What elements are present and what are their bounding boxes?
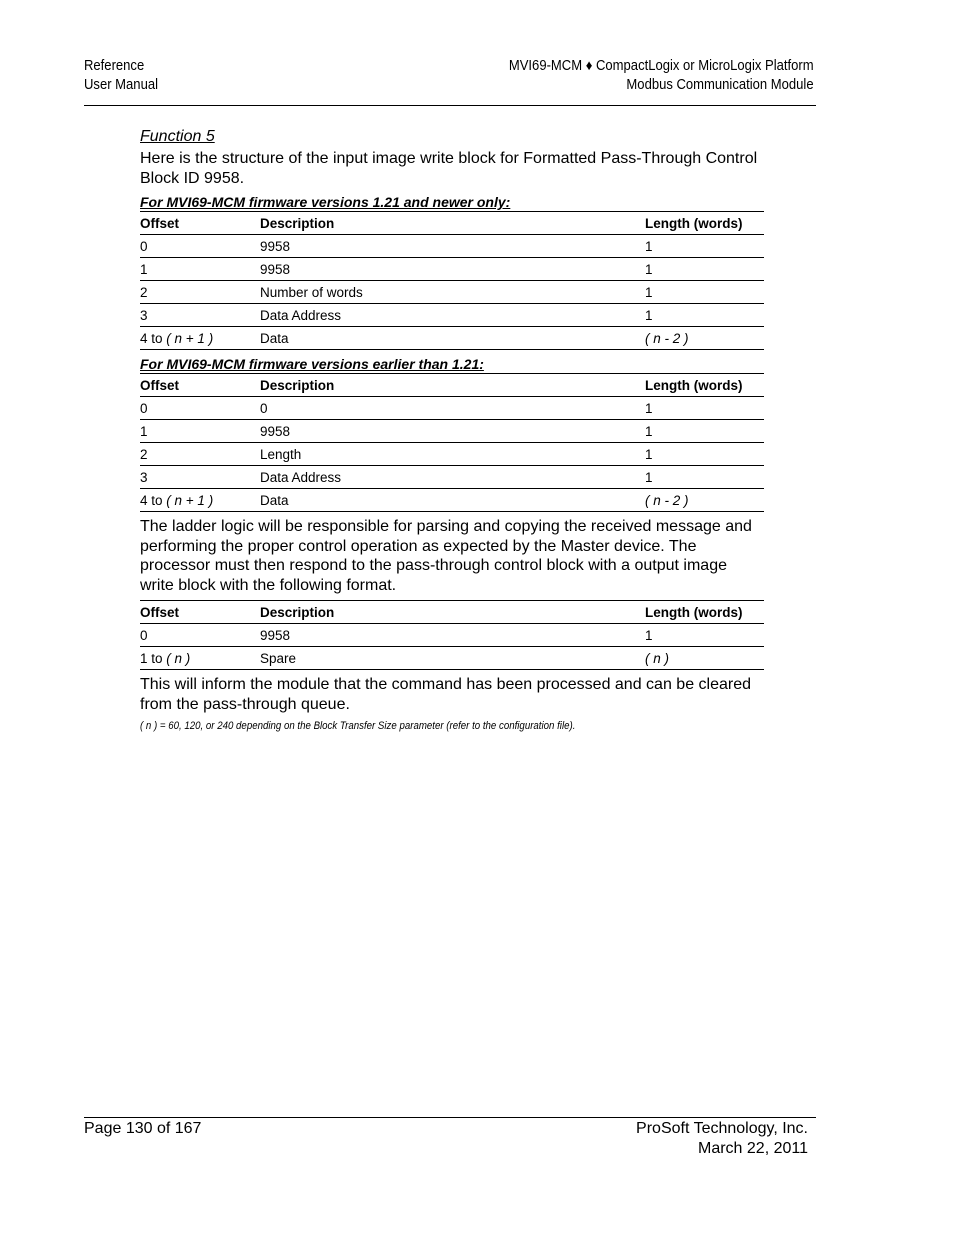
table2-heading: For MVI69-MCM firmware versions earlier than 1.21: xyxy=(140,356,484,372)
page-number: Page 130 of 167 xyxy=(84,1120,202,1137)
offset-variable: ( n + 1 ) xyxy=(166,492,214,508)
column-header-length: Length (words) xyxy=(645,601,764,624)
page-content xyxy=(140,126,764,732)
cell-length: 1 xyxy=(645,420,764,443)
cell-length: 1 xyxy=(645,624,764,647)
cell-length: 1 xyxy=(645,443,764,466)
cell-description: Length xyxy=(260,443,645,466)
header-product: MVI69-MCM ♦ CompactLogix or MicroLogix Platform xyxy=(509,58,814,74)
closing-paragraph: This will inform the module that the command has been processed and can be cleared from the pass-through queue. xyxy=(140,676,752,713)
offset-prefix: 4 to xyxy=(140,492,163,508)
table1-heading: For MVI69-MCM firmware versions 1.21 and newer only: xyxy=(140,194,511,210)
column-header-length: Length (words) xyxy=(645,212,764,235)
table-row xyxy=(140,489,764,512)
cell-description: Data Address xyxy=(260,466,645,489)
table-row xyxy=(140,624,764,647)
table-row xyxy=(140,258,764,281)
footer-right xyxy=(636,1119,808,1159)
offset-variable: ( n + 1 ) xyxy=(166,330,214,346)
section-title: Function 5 xyxy=(140,128,215,145)
table-row xyxy=(140,466,764,489)
cell-description: Spare xyxy=(260,647,645,670)
cell-length: ( n - 2 ) xyxy=(645,327,764,350)
cell-length: 1 xyxy=(645,281,764,304)
cell-offset: 0 xyxy=(140,397,260,420)
column-header-description: Description xyxy=(260,601,645,624)
ladder-logic-paragraph: The ladder logic will be responsible for parsing and copying the received message and performing the proper control operation as expected by the Master device. The processor must then respond to the pass-through control block with a output image write block with the following format. xyxy=(140,518,752,594)
table-row xyxy=(140,443,764,466)
table3 xyxy=(140,600,764,670)
table-row xyxy=(140,397,764,420)
cell-offset: 0 xyxy=(140,624,260,647)
table-row xyxy=(140,420,764,443)
table1 xyxy=(140,211,764,350)
cell-offset: 2 xyxy=(140,281,260,304)
cell-length: 1 xyxy=(645,235,764,258)
footer-divider xyxy=(84,1117,816,1118)
header-module: Modbus Communication Module xyxy=(626,77,814,93)
table-row xyxy=(140,304,764,327)
cell-offset xyxy=(140,647,260,670)
cell-length: 1 xyxy=(645,397,764,420)
cell-offset xyxy=(140,489,260,512)
header-right xyxy=(509,57,814,95)
header-section: Reference xyxy=(84,58,145,74)
cell-offset: 3 xyxy=(140,466,260,489)
table-row xyxy=(140,327,764,350)
publication-date: March 22, 2011 xyxy=(698,1140,808,1157)
table-row xyxy=(140,281,764,304)
column-header-offset: Offset xyxy=(140,601,260,624)
table2 xyxy=(140,373,764,512)
table2-header-row xyxy=(140,374,764,397)
intro-paragraph: Here is the structure of the input image write block for Formatted Pass-Through Control Block ID 9958. xyxy=(140,150,758,187)
footnote: ( n ) = 60, 120, or 240 depending on the Block Transfer Size parameter (refer to the configuration file). xyxy=(140,720,576,732)
offset-prefix: 4 to xyxy=(140,330,163,346)
cell-description: Data Address xyxy=(260,304,645,327)
column-header-description: Description xyxy=(260,374,645,397)
cell-description: Data xyxy=(260,489,645,512)
table1-header-row xyxy=(140,212,764,235)
column-header-description: Description xyxy=(260,212,645,235)
cell-description: 0 xyxy=(260,397,645,420)
cell-length: 1 xyxy=(645,466,764,489)
cell-description: 9958 xyxy=(260,420,645,443)
cell-description: 9958 xyxy=(260,624,645,647)
cell-offset: 2 xyxy=(140,443,260,466)
cell-offset: 3 xyxy=(140,304,260,327)
cell-description: Data xyxy=(260,327,645,350)
cell-offset: 1 xyxy=(140,420,260,443)
cell-description: 9958 xyxy=(260,258,645,281)
header-doc-type: User Manual xyxy=(84,77,158,93)
column-header-offset: Offset xyxy=(140,374,260,397)
header-left xyxy=(84,57,158,95)
cell-length: ( n ) xyxy=(645,647,764,670)
header-divider xyxy=(84,105,816,106)
cell-length: 1 xyxy=(645,304,764,327)
cell-description: 9958 xyxy=(260,235,645,258)
offset-variable: ( n ) xyxy=(166,650,191,666)
table-row xyxy=(140,235,764,258)
cell-offset: 1 xyxy=(140,258,260,281)
cell-offset: 0 xyxy=(140,235,260,258)
cell-length: 1 xyxy=(645,258,764,281)
cell-length: ( n - 2 ) xyxy=(645,489,764,512)
cell-description: Number of words xyxy=(260,281,645,304)
table-row xyxy=(140,647,764,670)
table3-header-row xyxy=(140,601,764,624)
offset-prefix: 1 to xyxy=(140,650,163,666)
column-header-offset: Offset xyxy=(140,212,260,235)
cell-offset xyxy=(140,327,260,350)
company-name: ProSoft Technology, Inc. xyxy=(636,1120,808,1137)
column-header-length: Length (words) xyxy=(645,374,764,397)
